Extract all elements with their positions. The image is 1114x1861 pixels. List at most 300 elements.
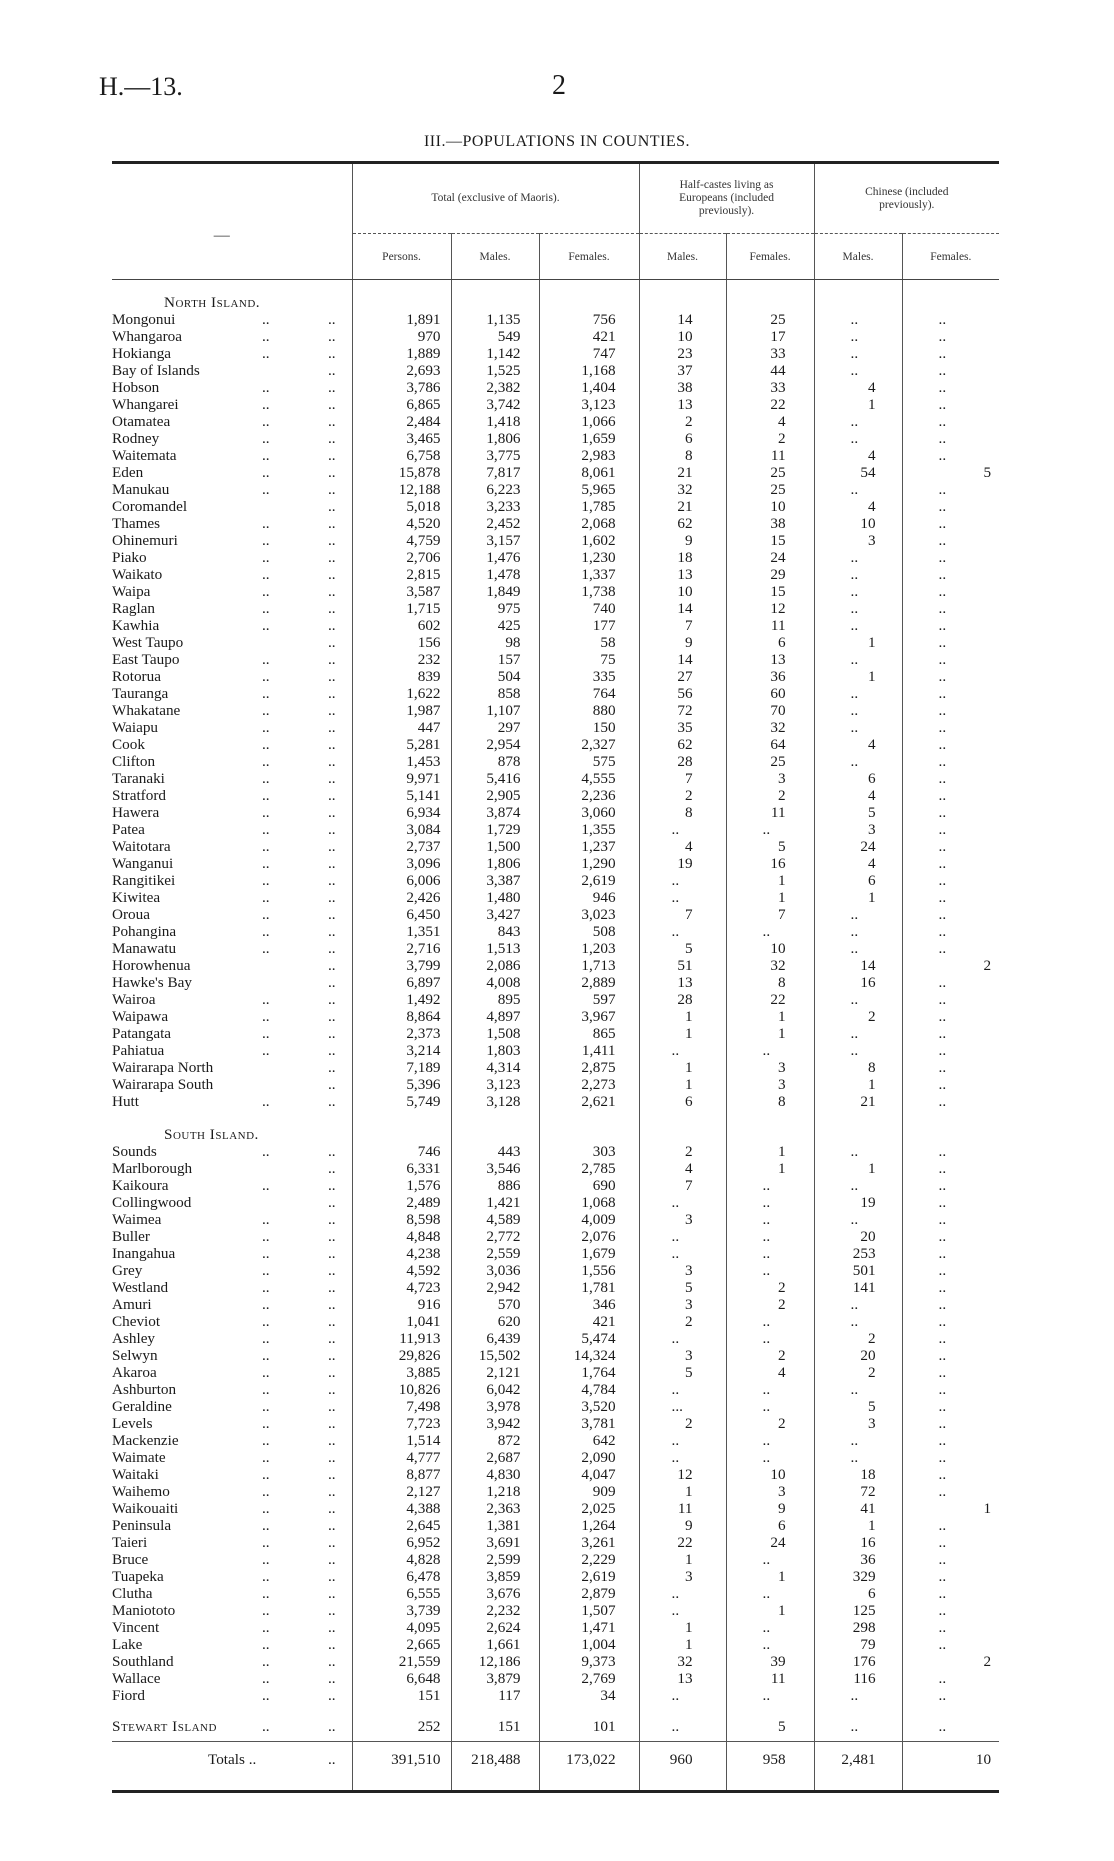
cell-halfcaste-males: 1 [639, 1636, 726, 1653]
cell-chinese-males: .. [814, 702, 902, 719]
county-name: Tuapeka [112, 1568, 164, 1585]
cell-persons: 4,759 [352, 532, 451, 549]
cell-females: 3,781 [539, 1415, 639, 1432]
totals-row [112, 1742, 999, 1779]
cell-females: 5,474 [539, 1330, 639, 1347]
cell-persons: 2,373 [352, 1025, 451, 1042]
cell-chinese-females: .. [902, 1160, 999, 1177]
spacer-cell [539, 280, 639, 295]
table-row [112, 1093, 999, 1110]
spacer-row [112, 1704, 999, 1718]
leader-dots: .. [328, 1483, 336, 1500]
county-cell [112, 1262, 352, 1279]
cell-females: 1,602 [539, 532, 639, 549]
cell-chinese-females: .. [902, 668, 999, 685]
cell-chinese-females: .. [902, 753, 999, 770]
cell-halfcaste-males: .. [639, 1042, 726, 1059]
cell-halfcaste-females: 11 [726, 804, 814, 821]
cell-persons: 1,987 [352, 702, 451, 719]
table-row [112, 1585, 999, 1602]
spacer-cell [639, 1126, 726, 1143]
cell-halfcaste-females: 11 [726, 617, 814, 634]
cell-males: 1,142 [451, 345, 539, 362]
leader-dots: .. [262, 345, 270, 362]
table-row [112, 464, 999, 481]
cell-females: 3,520 [539, 1398, 639, 1415]
cell-persons: 3,739 [352, 1602, 451, 1619]
cell-persons: 5,281 [352, 736, 451, 753]
total-cell-halfcaste-males: 960 [639, 1742, 726, 1779]
cell-persons: 6,555 [352, 1585, 451, 1602]
cell-females: 1,237 [539, 838, 639, 855]
cell-chinese-females: .. [902, 974, 999, 991]
cell-halfcaste-females: 1 [726, 889, 814, 906]
table-row [112, 311, 999, 328]
table-row [112, 1432, 999, 1449]
cell-persons: 6,758 [352, 447, 451, 464]
leader-dots: .. [262, 1330, 270, 1347]
cell-chinese-males: 20 [814, 1228, 902, 1245]
cell-persons: 916 [352, 1296, 451, 1313]
county-cell [112, 362, 352, 379]
cell-males: 2,382 [451, 379, 539, 396]
leader-dots: .. [262, 651, 270, 668]
county-cell [112, 804, 352, 821]
cell-halfcaste-females: .. [726, 1398, 814, 1415]
cell-chinese-males: .. [814, 600, 902, 617]
spacer-cell [902, 1126, 999, 1143]
leader-dots: .. [328, 515, 336, 532]
cell-chinese-females: 5 [902, 464, 999, 481]
leader-dots: .. [328, 855, 336, 872]
cell-persons: 6,006 [352, 872, 451, 889]
cell-persons: 8,877 [352, 1466, 451, 1483]
cell-halfcaste-males: 27 [639, 668, 726, 685]
leader-dots: .. [262, 736, 270, 753]
leader-dots: .. [262, 1042, 270, 1059]
cell-halfcaste-females: .. [726, 1636, 814, 1653]
cell-chinese-males: 1 [814, 396, 902, 413]
table-row [112, 1262, 999, 1279]
cell-chinese-females: .. [902, 566, 999, 583]
cell-chinese-males: .. [814, 311, 902, 328]
cell-chinese-females: .. [902, 838, 999, 855]
cell-males: 1,513 [451, 940, 539, 957]
cell-halfcaste-males: 62 [639, 515, 726, 532]
cell-halfcaste-females: 8 [726, 1093, 814, 1110]
cell-halfcaste-females: 4 [726, 1364, 814, 1381]
cell-halfcaste-females: .. [726, 1313, 814, 1330]
county-cell [112, 328, 352, 345]
leader-dots: .. [262, 1025, 270, 1042]
cell-males: 2,086 [451, 957, 539, 974]
leader-dots: .. [262, 1245, 270, 1262]
cell-chinese-males: 79 [814, 1636, 902, 1653]
county-name: Patea [112, 821, 145, 838]
county-name: Taranaki [112, 770, 165, 787]
cell-males: 4,830 [451, 1466, 539, 1483]
county-name: Fiord [112, 1687, 145, 1704]
table-row [112, 804, 999, 821]
spacer-cell [726, 1126, 814, 1143]
county-name: Waitaki [112, 1466, 159, 1483]
cell-chinese-males: 54 [814, 464, 902, 481]
cell-females: 1,264 [539, 1517, 639, 1534]
cell-females: 2,327 [539, 736, 639, 753]
table-row [112, 736, 999, 753]
cell-halfcaste-females: 4 [726, 413, 814, 430]
cell-males: 3,123 [451, 1076, 539, 1093]
spacer-cell [902, 294, 999, 311]
table-row [112, 634, 999, 651]
table-row [112, 396, 999, 413]
county-cell [112, 430, 352, 447]
leader-dots: .. [262, 413, 270, 430]
leader-dots: .. [262, 549, 270, 566]
spacer-cell [726, 280, 814, 295]
cell-halfcaste-females: 1 [726, 1602, 814, 1619]
cell-halfcaste-males: 37 [639, 362, 726, 379]
cell-males: 886 [451, 1177, 539, 1194]
cell-chinese-males: .. [814, 1296, 902, 1313]
cell-chinese-females: .. [902, 821, 999, 838]
table-row [112, 1143, 999, 1160]
cell-chinese-females: .. [902, 481, 999, 498]
leader-dots: .. [262, 923, 270, 940]
leader-dots: .. [328, 651, 336, 668]
cell-persons: 1,889 [352, 345, 451, 362]
table-row [112, 1160, 999, 1177]
leader-dots: .. [262, 1466, 270, 1483]
county-cell [112, 1364, 352, 1381]
leader-dots: .. [262, 838, 270, 855]
table-row [112, 1398, 999, 1415]
table-row [112, 872, 999, 889]
leader-dots: .. [328, 1296, 336, 1313]
county-name: Kawhia [112, 617, 160, 634]
table-row [112, 1347, 999, 1364]
cell-halfcaste-males: .. [639, 923, 726, 940]
cell-halfcaste-females: 1 [726, 1160, 814, 1177]
leader-dots: .. [328, 1602, 336, 1619]
county-cell [112, 379, 352, 396]
cell-chinese-females: .. [902, 362, 999, 379]
cell-halfcaste-females: .. [726, 1381, 814, 1398]
cell-halfcaste-males: 3 [639, 1296, 726, 1313]
county-name: Pohangina [112, 923, 177, 940]
cell-chinese-males: 2 [814, 1008, 902, 1025]
stub-header [112, 164, 352, 280]
cell-halfcaste-males: 11 [639, 1500, 726, 1517]
cell-halfcaste-females: 10 [726, 1466, 814, 1483]
cell-halfcaste-males: 2 [639, 413, 726, 430]
cell-halfcaste-males: 13 [639, 566, 726, 583]
cell-halfcaste-males: .. [639, 1585, 726, 1602]
cell-halfcaste-males: 1 [639, 1551, 726, 1568]
cell-chinese-females: .. [902, 1568, 999, 1585]
cell-males: 297 [451, 719, 539, 736]
cell-persons: 2,706 [352, 549, 451, 566]
county-cell [112, 889, 352, 906]
cell-chinese-males: .. [814, 1432, 902, 1449]
county-name: Levels [112, 1415, 153, 1432]
cell-persons: 3,084 [352, 821, 451, 838]
cell-halfcaste-males: .. [639, 1245, 726, 1262]
county-cell [112, 1636, 352, 1653]
cell-chinese-males: 72 [814, 1483, 902, 1500]
table-row [112, 566, 999, 583]
county-name: Whangarei [112, 396, 179, 413]
cell-males: 3,978 [451, 1398, 539, 1415]
cell-chinese-females: .. [902, 498, 999, 515]
cell-halfcaste-females: .. [726, 1228, 814, 1245]
cell-males: 3,775 [451, 447, 539, 464]
cell-persons: 8,864 [352, 1008, 451, 1025]
cell-halfcaste-males: 2 [639, 1313, 726, 1330]
cell-chinese-females: .. [902, 1296, 999, 1313]
spacer-cell [539, 1110, 639, 1126]
county-cell [112, 311, 352, 328]
cell-chinese-males: .. [814, 1042, 902, 1059]
leader-dots: .. [328, 1194, 336, 1211]
cell-halfcaste-females: 33 [726, 345, 814, 362]
cell-halfcaste-females: 13 [726, 651, 814, 668]
cell-females: 2,879 [539, 1585, 639, 1602]
totals-label-cell [112, 1742, 352, 1779]
leader-dots: .. [328, 1466, 336, 1483]
leader-dots: .. [328, 549, 336, 566]
table-row [112, 889, 999, 906]
cell-chinese-females: .. [902, 1211, 999, 1228]
cell-chinese-females: .. [902, 991, 999, 1008]
cell-halfcaste-males: 1 [639, 1025, 726, 1042]
county-name: Mongonui [112, 311, 176, 328]
cell-females: 740 [539, 600, 639, 617]
cell-chinese-females: .. [902, 379, 999, 396]
cell-males: 570 [451, 1296, 539, 1313]
county-name: Rotorua [112, 668, 161, 685]
county-name: Clifton [112, 753, 156, 770]
cell-females: 1,004 [539, 1636, 639, 1653]
cell-females: 5,965 [539, 481, 639, 498]
cell-persons: 4,592 [352, 1262, 451, 1279]
cell-halfcaste-females: 12 [726, 600, 814, 617]
section-heading-label: North Island. [164, 294, 261, 311]
county-cell [112, 787, 352, 804]
cell-females: 303 [539, 1143, 639, 1160]
cell-females: 1,738 [539, 583, 639, 600]
leader-dots: .. [262, 1653, 270, 1670]
cell-chinese-females: .. [902, 1602, 999, 1619]
cell-females: 2,236 [539, 787, 639, 804]
cell-males: 1,107 [451, 702, 539, 719]
cell-chinese-males: .. [814, 1313, 902, 1330]
header-total-males: Males. [451, 234, 539, 280]
cell-halfcaste-males: 3 [639, 1211, 726, 1228]
county-name: Patangata [112, 1025, 172, 1042]
cell-females: 1,471 [539, 1619, 639, 1636]
leader-dots: .. [262, 889, 270, 906]
county-name: Sounds [112, 1143, 157, 1160]
cell-halfcaste-females: 5 [726, 838, 814, 855]
table-body [112, 280, 999, 1791]
leader-dots: .. [262, 1718, 270, 1735]
cell-males: 15,502 [451, 1347, 539, 1364]
county-cell [112, 1042, 352, 1059]
cell-halfcaste-males: .. [639, 1687, 726, 1704]
header-persons: Persons. [352, 234, 451, 280]
cell-halfcaste-males: 12 [639, 1466, 726, 1483]
cell-chinese-males: .. [814, 1143, 902, 1160]
cell-females: 880 [539, 702, 639, 719]
cell-halfcaste-females: 16 [726, 855, 814, 872]
cell-males: 1,729 [451, 821, 539, 838]
cell-persons: 1,622 [352, 685, 451, 702]
county-cell [112, 821, 352, 838]
leader-dots: .. [328, 634, 336, 651]
county-name: Manawatu [112, 940, 177, 957]
leader-dots: .. [262, 991, 270, 1008]
county-name: Kaikoura [112, 1177, 169, 1194]
cell-halfcaste-males: .. [639, 1449, 726, 1466]
cell-chinese-females: 1 [902, 1500, 999, 1517]
cell-halfcaste-males: 7 [639, 1177, 726, 1194]
county-cell [112, 1025, 352, 1042]
cell-chinese-females: .. [902, 600, 999, 617]
table-row [112, 1636, 999, 1653]
cell-chinese-males: 20 [814, 1347, 902, 1364]
county-cell [112, 702, 352, 719]
leader-dots: .. [328, 1751, 336, 1768]
cell-persons: 252 [352, 1718, 451, 1735]
cell-persons: 2,489 [352, 1194, 451, 1211]
cell-halfcaste-males: .. [639, 889, 726, 906]
table-row [112, 1076, 999, 1093]
cell-halfcaste-males: 9 [639, 532, 726, 549]
table-row [112, 668, 999, 685]
cell-males: 878 [451, 753, 539, 770]
cell-chinese-females: .. [902, 770, 999, 787]
county-name: Marlborough [112, 1160, 193, 1177]
cell-halfcaste-males: .. [639, 1381, 726, 1398]
county-name: Collingwood [112, 1194, 192, 1211]
cell-persons: 7,723 [352, 1415, 451, 1432]
cell-chinese-females: .. [902, 1262, 999, 1279]
cell-persons: 6,331 [352, 1160, 451, 1177]
cell-males: 4,314 [451, 1059, 539, 1076]
leader-dots: .. [262, 447, 270, 464]
county-name: Hobson [112, 379, 160, 396]
cell-chinese-females: .. [902, 1279, 999, 1296]
cell-halfcaste-females: 25 [726, 481, 814, 498]
county-cell [112, 685, 352, 702]
table-row [112, 838, 999, 855]
cell-persons: 3,885 [352, 1364, 451, 1381]
cell-halfcaste-males: 10 [639, 328, 726, 345]
cell-persons: 7,498 [352, 1398, 451, 1415]
cell-halfcaste-females: 2 [726, 1415, 814, 1432]
county-cell [112, 1160, 352, 1177]
county-cell [112, 1330, 352, 1347]
cell-halfcaste-males: 5 [639, 1364, 726, 1381]
leader-dots: .. [328, 328, 336, 345]
cell-halfcaste-males: ... [639, 1398, 726, 1415]
cell-males: 895 [451, 991, 539, 1008]
leader-dots: .. [262, 481, 270, 498]
cell-chinese-males: 6 [814, 1585, 902, 1602]
table-row [112, 1670, 999, 1687]
cell-persons: 21,559 [352, 1653, 451, 1670]
cell-persons: 4,828 [352, 1551, 451, 1568]
county-cell [112, 1718, 352, 1735]
cell-halfcaste-males: 2 [639, 1415, 726, 1432]
cell-females: 1,168 [539, 362, 639, 379]
cell-chinese-females: .. [902, 1194, 999, 1211]
cell-chinese-males: 4 [814, 787, 902, 804]
cell-halfcaste-males: 14 [639, 651, 726, 668]
county-cell [112, 515, 352, 532]
county-cell [112, 1347, 352, 1364]
county-cell [112, 719, 352, 736]
table-row [112, 1313, 999, 1330]
county-cell [112, 1143, 352, 1160]
cell-males: 2,363 [451, 1500, 539, 1517]
leader-dots: .. [328, 362, 336, 379]
cell-chinese-males: .. [814, 753, 902, 770]
leader-dots: .. [262, 906, 270, 923]
table-row [112, 1364, 999, 1381]
cell-females: 1,781 [539, 1279, 639, 1296]
cell-females: 3,023 [539, 906, 639, 923]
cell-males: 117 [451, 1687, 539, 1704]
leader-dots: .. [262, 1008, 270, 1025]
county-cell [112, 1008, 352, 1025]
cell-chinese-females: .. [902, 1025, 999, 1042]
county-cell [112, 1296, 352, 1313]
cell-halfcaste-females: 25 [726, 464, 814, 481]
cell-chinese-females: .. [902, 906, 999, 923]
county-name: Lake [112, 1636, 143, 1653]
cell-halfcaste-females: 22 [726, 396, 814, 413]
spacer-cell [451, 1778, 539, 1790]
cell-females: 14,324 [539, 1347, 639, 1364]
cell-chinese-females: .. [902, 804, 999, 821]
county-name: Hawera [112, 804, 160, 821]
cell-halfcaste-females: 15 [726, 583, 814, 600]
county-name: Stratford [112, 787, 166, 804]
cell-halfcaste-females: 2 [726, 1279, 814, 1296]
spacer-cell [112, 1704, 352, 1718]
cell-males: 12,186 [451, 1653, 539, 1670]
cell-persons: 2,693 [352, 362, 451, 379]
table-row [112, 753, 999, 770]
cell-persons: 1,041 [352, 1313, 451, 1330]
county-cell [112, 447, 352, 464]
cell-males: 2,942 [451, 1279, 539, 1296]
total-cell-females: 173,022 [539, 1742, 639, 1779]
cell-males: 443 [451, 1143, 539, 1160]
county-name: Pahiatua [112, 1042, 165, 1059]
table-row [112, 549, 999, 566]
cell-males: 1,661 [451, 1636, 539, 1653]
cell-halfcaste-males: .. [639, 872, 726, 889]
cell-males: 1,478 [451, 566, 539, 583]
cell-chinese-males: 41 [814, 1500, 902, 1517]
county-cell [112, 1466, 352, 1483]
cell-males: 3,546 [451, 1160, 539, 1177]
leader-dots: .. [262, 1449, 270, 1466]
cell-chinese-males: 6 [814, 770, 902, 787]
